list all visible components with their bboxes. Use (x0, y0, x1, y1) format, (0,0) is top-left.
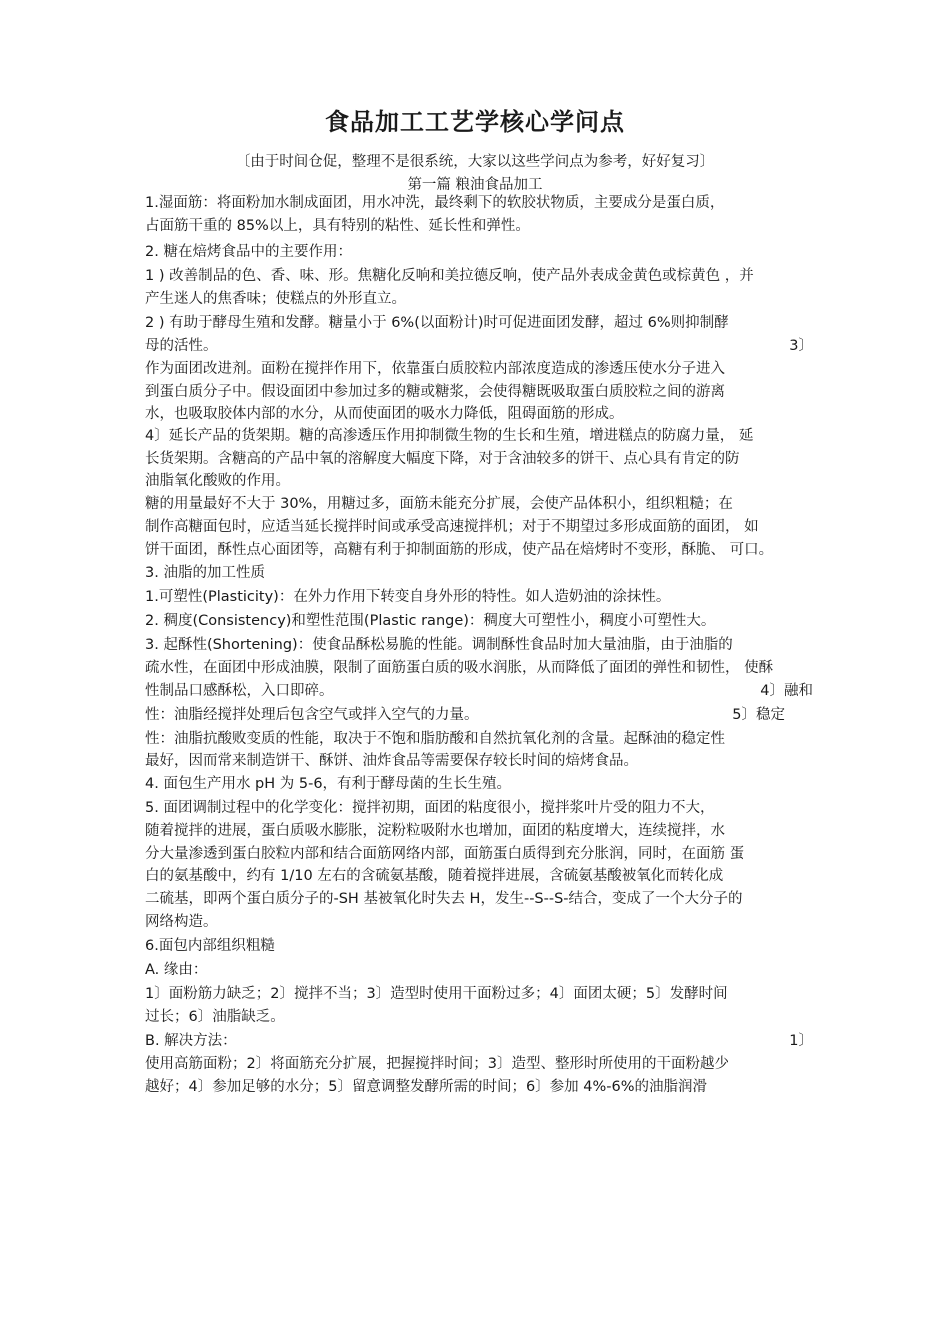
text-line: 性制品口感酥松，入口即碎。 (145, 683, 334, 699)
text-line: 母的活性。 (145, 338, 218, 354)
text-line: 水，也吸取胶体内部的水分，从而使面团的吸水力降低，阻碍面筋的形成。 (145, 406, 624, 422)
text-line: 饼干面团，酥性点心面团等，高糖有利于抑制面筋的形成，使产品在焙烤时不变形，酥脆、 可口。 (145, 542, 774, 558)
text-line: 4〕融和 (760, 683, 813, 699)
text-line: 4〕延长产品的货架期。糖的高渗透压作用抑制微生物的生长和生殖，增进糕点的防腐力量， 延 (145, 428, 754, 444)
text-line: 使用高筋面粉；2〕将面筋充分扩展，把握搅拌时间；3〕造型、整形时所使用的干面粉越少 (145, 1056, 729, 1072)
text-line: 疏水性，在面团中形成油膜，限制了面筋蛋白质的吸水润胀，从而降低了面团的弹性和韧性， 使酥 (145, 660, 774, 676)
text-line: 分大量渗透到蛋白胶粒内部和结合面筋网络内部，面筋蛋白质得到充分胀润，同时，在面筋 蛋 (145, 846, 745, 862)
text-line: 5〕稳定 (732, 707, 785, 723)
text-line: 作为面团改进剂。面粉在搅拌作用下，依靠蛋白质胶粒内部浓度造成的渗透压使水分子进入 (145, 361, 725, 377)
text-line: 随着搅拌的进展，蛋白质吸水膨胀，淀粉粒吸附水也增加，面团的粘度增大，连续搅拌，水 (145, 823, 725, 839)
part-heading: 第一篇 粮油食品加工 (407, 177, 543, 193)
text-line: 最好，因而常来制造饼干、酥饼、油炸食品等需要保存较长时间的焙烤食品。 (145, 753, 638, 769)
text-line: 白的氨基酸中，约有 1/10 左右的含硫氨基酸，随着搅拌进展，含硫氨基酸被氧化而转化成 (145, 868, 724, 884)
text-line: 1 ) 改善制品的色、香、味、形。焦糖化反响和美拉德反响，使产品外表成金黄色或棕黄色 ，并 (145, 268, 754, 284)
text-line: 二硫基，即两个蛋白质分子的-SH 基被氧化时失去 H，发生--S--S-结合，变成了一个大分子的 (145, 891, 743, 907)
text-line: 长货架期。含糖高的产品中氧的溶解度大幅度下降，对于含油较多的饼干、点心具有肯定的防 (145, 451, 740, 467)
text-line: 3. 油脂的加工性质 (145, 565, 265, 581)
text-line: 性：油脂抗酸败变质的性能，取决于不饱和脂肪酸和自然抗氧化剂的含量。起酥油的稳定性 (145, 731, 725, 747)
text-line: A. 缘由： (145, 962, 208, 978)
text-line: 5. 面团调制过程中的化学变化：搅拌初期，面团的粘度很小，搅拌浆叶片受的阻力不大， (145, 800, 715, 816)
text-line: 占面筋干重的 85%以上，具有特别的粘性、延长性和弹性。 (145, 218, 530, 234)
text-line: 2. 稠度(Consistency)和塑性范围(Plastic range)：稠度大可塑性小，稠度小可塑性大。 (145, 613, 716, 629)
text-line: 油脂氧化酸败的作用。 (145, 473, 290, 489)
text-line: 制作高糖面包时，应适当延长搅拌时间或承受高速搅拌机；对于不期望过多形成面筋的面团， 如 (145, 519, 759, 535)
text-line: 过长；6〕油脂缺乏。 (145, 1009, 285, 1025)
text-line: 4. 面包生产用水 pH 为 5-6，有利于酵母菌的生长生殖。 (145, 776, 512, 792)
text-line: 2 ) 有助于酵母生殖和发酵。糖量小于 6%(以面粉计)时可促进面团发酵，超过 6%则抑制酵 (145, 315, 729, 331)
text-line: 性：油脂经搅拌处理后包含空气或拌入空气的力量。 (145, 707, 479, 723)
text-line: 1.湿面筋：将面粉加水制成面团，用水冲洗，最终剩下的软胶状物质，主要成分是蛋白质， (145, 195, 725, 211)
text-line: 3〕 (789, 338, 813, 354)
text-line: 产生迷人的焦香味；使糕点的外形直立。 (145, 291, 406, 307)
text-line: 3. 起酥性(Shortening)：使食品酥松易脆的性能。调制酥性食品时加大量油脂，由于油脂的 (145, 637, 733, 653)
text-line: 6.面包内部组织粗糙 (145, 938, 275, 954)
text-line: 网络构造。 (145, 914, 218, 930)
text-line: 糖的用量最好不大于 30%，用糖过多，面筋未能充分扩展，会使产品体积小，组织粗糙；在 (145, 496, 733, 512)
document-title: 食品加工工艺学核心学问点 (325, 108, 625, 136)
document-subtitle: 〔由于时间仓促，整理不是很系统，大家以这些学问点为参考，好好复习〕 (235, 154, 715, 170)
text-line: 1〕 (789, 1033, 813, 1049)
text-line: 2. 糖在焙烤食品中的主要作用： (145, 244, 352, 260)
text-line: B. 解决方法： (145, 1033, 237, 1049)
text-line: 到蛋白质分子中。假设面团中参加过多的糖或糖浆，会使得糖既吸取蛋白质胶粒之间的游离 (145, 384, 725, 400)
text-line: 越好；4〕参加足够的水分；5〕留意调整发酵所需的时间；6〕参加 4%-6%的油脂润滑 (145, 1079, 708, 1095)
text-line: 1〕面粉筋力缺乏；2〕搅拌不当；3〕造型时使用干面粉过多；4〕面团太硬；5〕发酵时间 (145, 986, 728, 1002)
text-line: 1.可塑性(Plasticity)：在外力作用下转变自身外形的特性。如人造奶油的涂抹性。 (145, 589, 671, 605)
